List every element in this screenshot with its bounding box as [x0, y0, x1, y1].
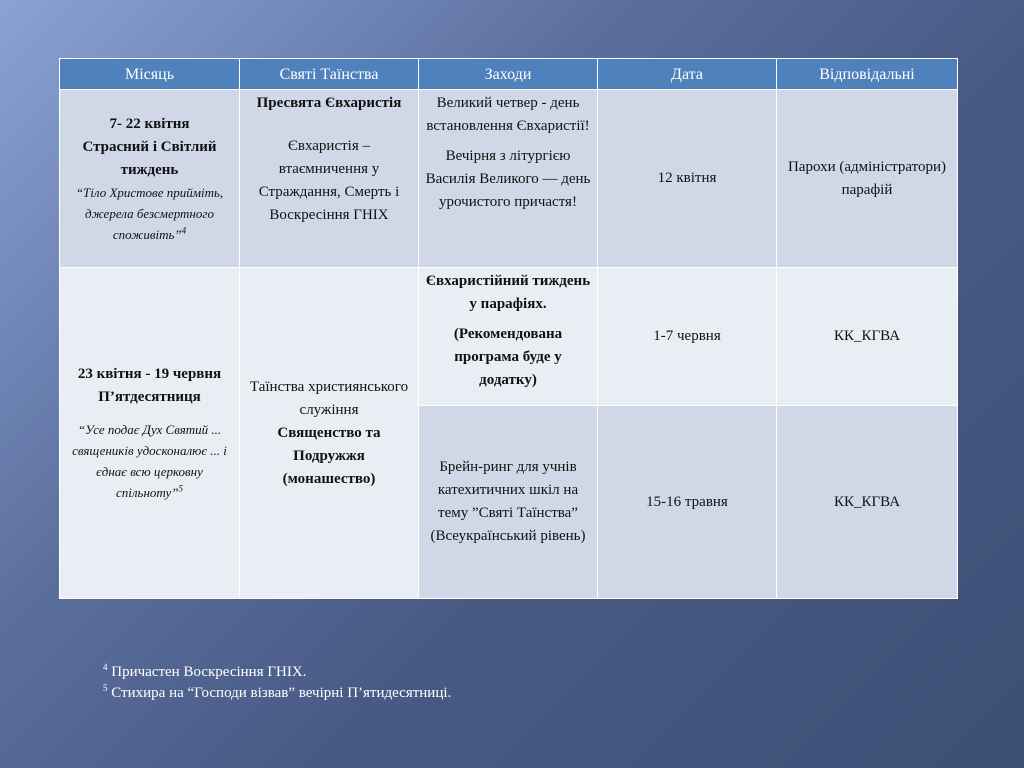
month-dates: 7- 22 квітня — [109, 115, 190, 132]
events-cell — [419, 268, 598, 406]
date-cell: 1-7 червня — [598, 268, 777, 406]
footnote — [103, 683, 451, 704]
responsible-cell: Парохи (адміністратори) парафій — [777, 90, 958, 268]
header-events: Заходи — [419, 59, 598, 90]
table-row — [60, 268, 958, 406]
month-cell — [60, 90, 240, 268]
event-note: (Рекомендована програма буде у додатку) — [453, 326, 563, 388]
events-cell: Брейн-ринг для учнів катехитичних шкіл на тему ”Святі Таїнства” (Всеукраїнський рівень) — [419, 406, 598, 599]
month-cell — [60, 268, 240, 599]
footnote-number: 4 — [103, 662, 108, 672]
footnote-text: Причастен Воскресіння ГНІХ. — [111, 664, 307, 680]
date-cell: 15-16 травня — [598, 406, 777, 599]
header-month: Місяць — [60, 59, 240, 90]
events-cell — [419, 90, 598, 268]
month-quote: “Тіло Христове прийміть, джерела безсмертного споживіть”$^4$ — [75, 184, 224, 242]
sacrament-bold: Священство та Подружжя (монашество) — [277, 424, 381, 487]
sacrament-title: Пресвята Євхаристія — [256, 95, 402, 111]
footnotes — [103, 662, 451, 704]
sacrament-cell — [240, 90, 419, 268]
event-title: Євхаристійний тиждень у парафіях. — [425, 273, 591, 312]
event-item: Великий четвер - день встановлення Євхаристії! — [426, 95, 590, 134]
footnote-ref: 4 — [181, 225, 187, 236]
footnote-number: 5 — [103, 683, 108, 693]
date-cell: 12 квітня — [598, 90, 777, 268]
header-sacraments: Святі Таїнства — [240, 59, 419, 90]
header-responsible: Відповідальні — [777, 59, 958, 90]
footnote — [103, 662, 451, 683]
footnote-text: Стихира на “Господи візвав” вечірні П’ятидесятниці. — [111, 685, 452, 701]
responsible-cell: КК_КГВА — [777, 406, 958, 599]
month-dates: 23 квітня - 19 червня — [77, 366, 222, 382]
responsible-cell: КК_КГВА — [777, 268, 958, 406]
month-period: Страсний і Світлий тиждень — [82, 138, 217, 178]
month-period: П’ятдесятниця — [98, 389, 201, 405]
sacrament-text: Євхаристія – втаємничення у Страждання, Смерть і Воскресіння ГНІХ — [258, 138, 400, 223]
sacrament-text: Таїнства християнського служіння — [249, 378, 409, 418]
event-item: Вечірня з літургією Василія Великого — день урочистого причастя! — [425, 148, 591, 210]
table-header-row — [60, 59, 958, 90]
month-quote: “Усе подає Дух Святий ... священиків удосконалює ... і єднає всю церковну спільноту”$^5$ — [72, 422, 227, 500]
schedule-table — [59, 58, 958, 599]
sacrament-cell — [240, 268, 419, 599]
table-row — [60, 90, 958, 268]
header-date: Дата — [598, 59, 777, 90]
footnote-ref: 5 — [178, 483, 183, 494]
